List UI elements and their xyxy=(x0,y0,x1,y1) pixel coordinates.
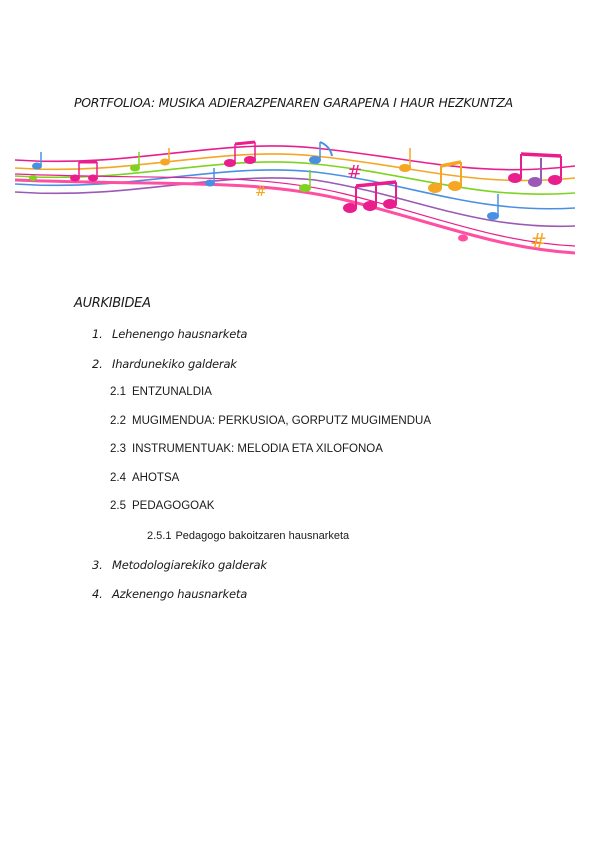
toc-item-number: 2.1 xyxy=(110,386,126,398)
toc-item-number: 2.2 xyxy=(110,415,126,427)
toc-item-number: 2.4 xyxy=(110,472,126,484)
toc-item-label: Ihardunekiko galderak xyxy=(112,357,237,371)
toc-subitem[interactable] xyxy=(110,472,179,484)
toc-item[interactable] xyxy=(92,587,247,601)
toc-item[interactable] xyxy=(92,357,237,371)
toc-subitem[interactable] xyxy=(110,443,383,455)
toc-item-number: 3. xyxy=(92,558,103,572)
toc-item-label: INSTRUMENTUAK: MELODIA ETA XILOFONOA xyxy=(132,443,383,455)
toc-subitem[interactable] xyxy=(110,386,212,398)
toc-item-number: 2.3 xyxy=(110,443,126,455)
toc-subsubitem[interactable] xyxy=(147,530,349,542)
svg-text:#: # xyxy=(347,162,363,183)
toc-item-label: Metodologiarekiko galderak xyxy=(112,558,267,572)
toc-item-label: Lehenengo hausnarketa xyxy=(112,327,248,341)
toc-item-label: ENTZUNALDIA xyxy=(132,386,212,398)
music-banner-illustration xyxy=(15,138,575,258)
toc-subitem[interactable] xyxy=(110,415,431,427)
toc-item-number: 4. xyxy=(92,587,103,601)
toc-item-label: PEDAGOGOAK xyxy=(132,500,215,512)
svg-text:#: # xyxy=(530,229,547,253)
toc-item-label: Pedagogo bakoitzaren hausnarketa xyxy=(175,530,350,542)
document-title: PORTFOLIOA: MUSIKA ADIERAZPENAREN GARAPENA I HAUR HEZKUNTZA xyxy=(74,95,513,110)
toc-item-label: AHOTSA xyxy=(132,472,180,484)
toc-item-label: Azkenengo hausnarketa xyxy=(112,587,248,601)
toc-subitem[interactable] xyxy=(110,500,214,512)
toc-heading: AURKIBIDEA xyxy=(74,296,151,311)
toc-item[interactable] xyxy=(92,327,247,341)
toc-item-number: 2.5 xyxy=(110,500,126,512)
toc-item-number: 2.5.1 xyxy=(147,530,172,542)
toc-item-number: 1. xyxy=(92,327,103,341)
toc-item[interactable] xyxy=(92,558,267,572)
toc-item-label: MUGIMENDUA: PERKUSIOA, GORPUTZ MUGIMENDUA xyxy=(132,415,432,427)
svg-text:#: # xyxy=(255,184,267,200)
toc-item-number: 2. xyxy=(92,357,103,371)
